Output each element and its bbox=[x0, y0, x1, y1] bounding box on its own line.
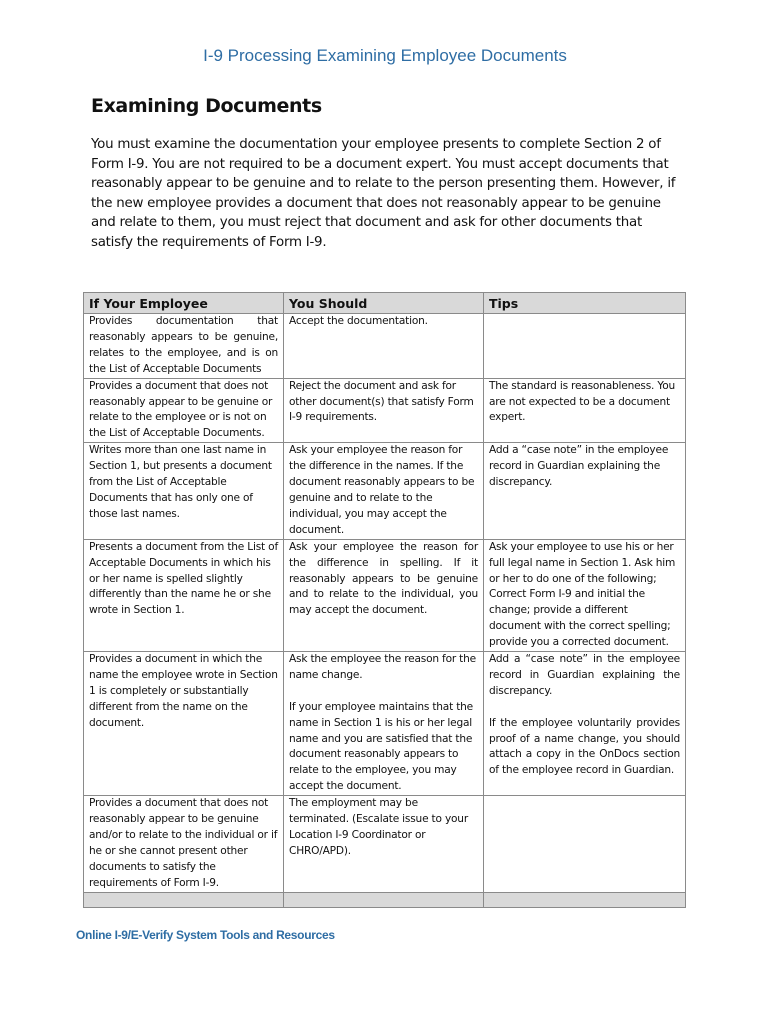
section-heading: Examining Documents bbox=[91, 95, 322, 117]
tips-cell: The standard is reasonableness. You are not expected to be a document expert. bbox=[484, 378, 686, 443]
column-header-employee: If Your Employee bbox=[84, 293, 284, 314]
tips-cell bbox=[484, 314, 686, 379]
column-header-should: You Should bbox=[284, 293, 484, 314]
table-row bbox=[84, 443, 686, 539]
table-header-row bbox=[84, 293, 686, 314]
employee-cell: Provides a document that does not reasonably appear to be genuine or relate to the employee or is not on the List of Acceptable Documents. bbox=[84, 378, 284, 443]
table-row bbox=[84, 539, 686, 651]
column-header-tips: Tips bbox=[484, 293, 686, 314]
table-row bbox=[84, 314, 686, 379]
page-title: I-9 Processing Examining Employee Documents bbox=[203, 46, 567, 65]
should-cell: The employment may be terminated. (Escalate issue to your Location I-9 Coordinator or CHRO/APD). bbox=[284, 796, 484, 892]
tips-cell bbox=[484, 796, 686, 892]
footer-cell bbox=[284, 892, 484, 907]
footer-cell bbox=[484, 892, 686, 907]
footer-cell bbox=[84, 892, 284, 907]
tips-cell: Add a “case note” in the employee record in Guardian explaining the discrepancy. bbox=[484, 443, 686, 539]
table-row bbox=[84, 652, 686, 796]
should-cell: Ask your employee the reason for the difference in the names. If the document reasonably appears to be genuine and to relate to the individual, you may accept the document. bbox=[284, 443, 484, 539]
footer-link[interactable]: Online I-9/E-Verify System Tools and Resources bbox=[76, 928, 335, 942]
tips-cell: Add a “case note” in the employee record in Guardian explaining the discrepancy. If the employee voluntarily provides proof of a name change, you should attach a copy in the OnDocs section of the employee record in Guardian. bbox=[484, 652, 686, 796]
employee-cell: Provides a document that does not reasonably appear to be genuine and/or to relate to the individual or if he or she cannot present other documents to satisfy the requirements of Form I-9. bbox=[84, 796, 284, 892]
document-examination-table bbox=[83, 292, 686, 908]
table-footer-row bbox=[84, 892, 686, 907]
employee-cell: Provides a document in which the name the employee wrote in Section 1 is completely or substantially different from the name on the document. bbox=[84, 652, 284, 796]
employee-cell: Provides documentation that reasonably appears to be genuine, relates to the employee, and is on the List of Acceptable Documents bbox=[84, 314, 284, 379]
should-cell: Accept the documentation. bbox=[284, 314, 484, 379]
employee-cell: Presents a document from the List of Acceptable Documents in which his or her name is spelled slightly differently than the name he or she wrote in Section 1. bbox=[84, 539, 284, 651]
should-cell: Ask the employee the reason for the name change. If your employee maintains that the name in Section 1 is his or her legal name and you are satisfied that the document reasonably appears to relate to the employee, you may accept the document. bbox=[284, 652, 484, 796]
table-row bbox=[84, 378, 686, 443]
employee-cell: Writes more than one last name in Section 1, but presents a document from the List of Acceptable Documents that has only one of those last names. bbox=[84, 443, 284, 539]
intro-paragraph: You must examine the documentation your employee presents to complete Section 2 of Form I-9. You are not required to be a document expert. You must accept documents that reasonably appear to be genuine and to relate to the person presenting them. However, if the new employee provides a document that does not reasonably appear to be genuine and relate to them, you must reject that document and ask for other documents that satisfy the requirements of Form I-9. bbox=[91, 137, 676, 250]
table-row bbox=[84, 796, 686, 892]
tips-cell: Ask your employee to use his or her full legal name in Section 1. Ask him or her to do one of the following; Correct Form I-9 and initial the change; provide a different document with the correct spelling; provide you a corrected document. bbox=[484, 539, 686, 651]
should-cell: Reject the document and ask for other document(s) that satisfy Form I-9 requirements. bbox=[284, 378, 484, 443]
should-cell: Ask your employee the reason for the difference in spelling. If it reasonably appears to be genuine and to relate to the individual, you may accept the document. bbox=[284, 539, 484, 651]
